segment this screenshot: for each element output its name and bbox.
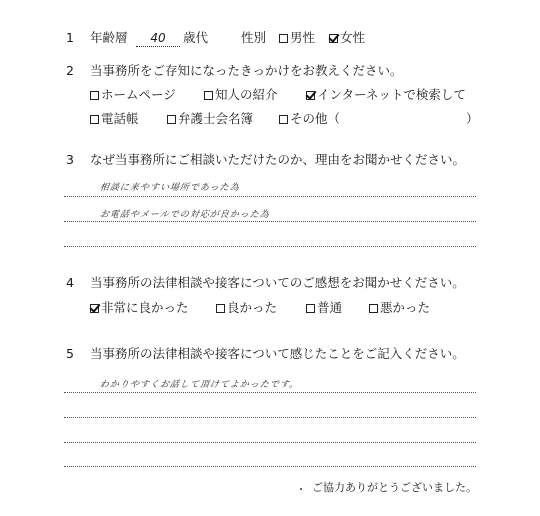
q4-question: 当事務所の法律相談や接客についてのご感想をお聞かせください。 [90,275,465,290]
q4-average-label: 普通 [317,300,343,315]
q1-age-unit: 歳代 [183,30,209,45]
q4-very-good-checkbox[interactable] [90,304,99,313]
q1-male-label: 男性 [290,30,316,45]
q2-internet-checkbox[interactable] [306,91,315,100]
q4-very-good-label: 非常に良かった [101,300,189,315]
q2-option-phonebook[interactable] [90,111,139,127]
q3-answer-line-1: 相談に来やすい場所であった為 [99,183,241,193]
q2-other-checkbox[interactable] [279,115,288,124]
q3-answer-rule-3 [64,246,476,247]
footer-dot [300,488,302,490]
q2-other-label: その他（ [290,111,341,126]
q5-answer-rule-3 [64,442,476,443]
footer-thanks: ご協力ありがとうございました。 [312,481,477,494]
q2-other-close-paren: ） [466,111,479,126]
q1-option-female[interactable] [329,30,365,46]
q4-option-bad[interactable] [369,300,430,316]
q1-age-label: 年齢層 [90,30,128,45]
q4-option-average[interactable] [306,300,342,316]
q5-answer-line-1: わかりやすくお話して頂けてよかったです。 [99,380,300,390]
q1-female-label: 女性 [340,30,366,45]
q2-phonebook-checkbox[interactable] [90,115,99,124]
q5-answer-rule-2 [64,417,476,418]
q2-homepage-checkbox[interactable] [90,91,99,100]
q4-average-checkbox[interactable] [306,304,315,313]
q1-female-checkbox[interactable] [329,34,338,43]
q1-male-checkbox[interactable] [279,34,288,43]
q4-bad-label: 悪かった [380,300,431,315]
q1-number: 1 [66,30,74,45]
q3-answer-rule-2 [64,221,476,222]
q3-answer-line-2: お電話やメールでの対応が良かった為 [99,210,271,220]
q4-number: 4 [66,275,74,290]
q1-option-male[interactable] [279,30,315,46]
q2-option-homepage[interactable] [90,87,176,103]
q2-bar-directory-checkbox[interactable] [167,115,176,124]
q5-number: 5 [66,346,74,361]
q4-option-very-good[interactable] [90,300,189,316]
q1-gender-label: 性別 [241,30,267,45]
q4-good-checkbox[interactable] [216,304,225,313]
q2-referral-label: 知人の紹介 [215,87,278,102]
q4-bad-checkbox[interactable] [369,304,378,313]
q5-answer-rule-1 [64,392,476,393]
q1-age-field[interactable] [136,27,180,47]
q2-bar-directory-label: 弁護士会名簿 [178,111,254,126]
q4-option-good[interactable] [216,300,277,316]
q1-age-value: 40 [150,31,166,45]
q2-option-referral[interactable] [204,87,278,103]
q2-internet-label: インターネットで検索して [317,87,466,102]
q5-question: 当事務所の法律相談や接客について感じたことをご記入ください。 [90,346,465,361]
q2-question: 当事務所をご存知になったきっかけをお教えください。 [90,63,403,78]
q5-answer-rule-4 [64,466,476,467]
q2-referral-checkbox[interactable] [204,91,213,100]
q3-answer-rule-1 [64,196,476,197]
q2-homepage-label: ホームページ [101,87,176,102]
q4-good-label: 良かった [227,300,278,315]
q3-number: 3 [66,152,74,167]
q2-option-bar-directory[interactable] [167,111,253,127]
q3-question: なぜ当事務所にご相談いただけたのか、理由をお聞かせください。 [90,152,466,167]
q2-option-other[interactable] [279,111,340,127]
q2-number: 2 [66,63,74,78]
q2-phonebook-label: 電話帳 [101,111,139,126]
q2-option-internet[interactable] [306,87,466,103]
